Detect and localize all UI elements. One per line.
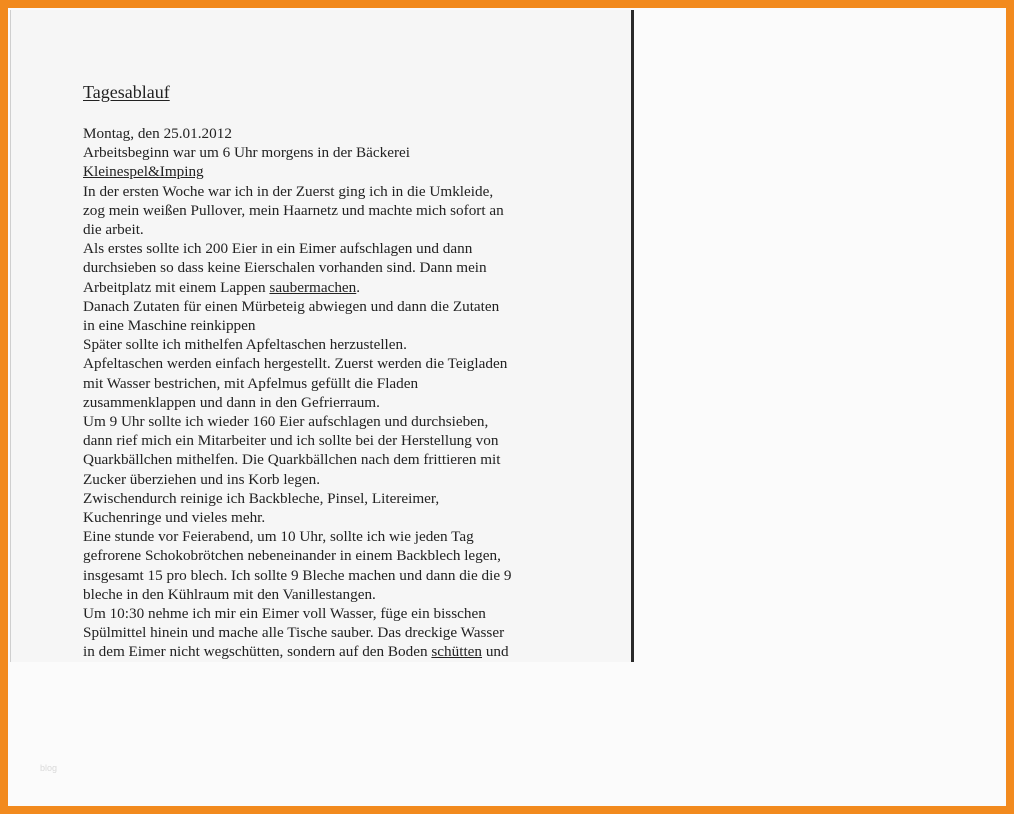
underlined-word: saubermachen (269, 278, 357, 296)
text-line: Eine stunde vor Feierabend, um 10 Uhr, sollte ich wie jeden Tag (83, 528, 474, 546)
text-line: mit Wasser bestrichen, mit Apfelmus gefüllt die Fladen (83, 374, 419, 392)
text-line: Als erstes sollte ich 200 Eier in ein Eimer aufschlagen und dann (83, 240, 473, 258)
text-line: in eine Maschine reinkippen (83, 317, 256, 335)
text-line: Kuchenringe und vieles mehr. (83, 509, 266, 527)
text-line: In der ersten Woche war ich in der Zuerst ging ich in die Umkleide, (83, 182, 494, 200)
text-line: Zwischendurch reinige ich Backbleche, Pinsel, Litereimer, (83, 489, 440, 507)
text-line (83, 278, 573, 297)
document-title: Tagesablauf (83, 82, 170, 102)
text-line: Spülmittel hinein und mache alle Tische sauber. Das dreckige Wasser (83, 624, 505, 642)
text-segment: und (482, 643, 509, 661)
text-line: Um 10:30 nehme ich mir ein Eimer voll Wasser, füge ein bisschen (83, 605, 486, 623)
text-line (83, 642, 573, 661)
text-line: Danach Zutaten für einen Mürbeteig abwiegen und dann die Zutaten (83, 297, 500, 315)
text-line: Apfeltaschen werden einfach hergestellt. Zuerst werden die Teigladen (83, 355, 508, 373)
text-segment: in dem Eimer nicht wegschütten, sondern auf den Boden (83, 643, 432, 661)
document-body (83, 124, 573, 662)
text-segment: . (356, 278, 361, 296)
text-line: insgesamt 15 pro blech. Ich sollte 9 Bleche machen und dann die die 9 (83, 566, 512, 584)
text-line: Quarkbällchen mithelfen. Die Quarkbällchen nach dem frittieren mit (83, 451, 501, 469)
underlined-word: schütten (431, 643, 483, 661)
text-line-company-name: Kleinespel&Imping (83, 163, 204, 181)
text-line: durchsieben so dass keine Eierschalen vorhanden sind. Dann mein (83, 259, 487, 277)
text-line: Montag, den 25.01.2012 (83, 125, 232, 142)
text-line: bleche in den Kühlraum mit den Vanillestangen. (83, 585, 376, 603)
text-line: dann rief mich ein Mitarbeiter und ich sollte bei der Herstellung von (83, 432, 499, 450)
text-line: Später sollte ich mithelfen Apfeltaschen herzustellen. (83, 336, 407, 354)
text-segment: Arbeitplatz mit einem Lappen (83, 278, 270, 296)
text-line: Arbeitsbeginn war um 6 Uhr morgens in der Bäckerei (83, 144, 411, 162)
text-line: zog mein weißen Pullover, mein Haarnetz und machte mich sofort an (83, 201, 504, 219)
text-line: Um 9 Uhr sollte ich wieder 160 Eier aufschlagen und durchsieben, (83, 413, 489, 431)
document-page (10, 10, 634, 662)
watermark-text: blog (40, 763, 58, 773)
text-line: gefrorene Schokobrötchen nebeneinander in einem Backblech legen, (83, 547, 501, 565)
text-line: Zucker überziehen und ins Korb legen. (83, 470, 321, 488)
text-line: die arbeit. (83, 221, 144, 239)
text-line: zusammenklappen und dann in den Gefrierraum. (83, 393, 380, 411)
